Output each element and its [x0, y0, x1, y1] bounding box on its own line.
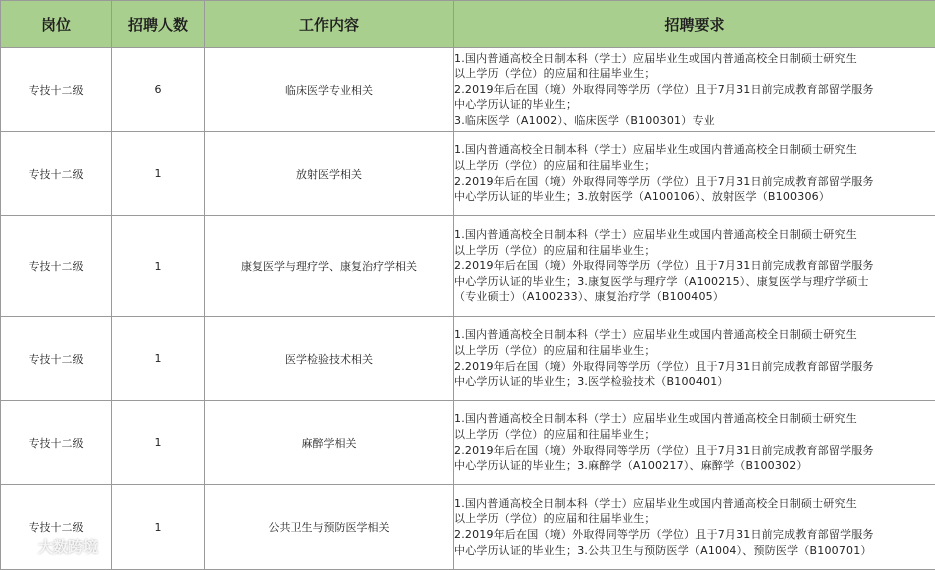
position-cell: 专技十二级	[1, 401, 112, 485]
requirements-cell	[454, 401, 935, 485]
requirement-line: 以上学历（学位）的应届和往届毕业生；	[454, 427, 935, 443]
table-row	[1, 132, 935, 216]
requirement-line: 1.国内普通高校全日制本科（学士）应届毕业生或国内普通高校全日制硕士研究生	[454, 411, 935, 427]
content-cell: 康复医学与理疗学、康复治疗学相关	[205, 216, 454, 317]
requirement-line: 中心学历认证的毕业生；	[454, 97, 935, 113]
content-cell: 医学检验技术相关	[205, 317, 454, 401]
position-cell: 专技十二级	[1, 317, 112, 401]
requirement-line: 2.2019年后在国（境）外取得同等学历（学位）且于7月31日前完成教育部留学服务	[454, 443, 935, 459]
requirement-line: 1.国内普通高校全日制本科（学士）应届毕业生或国内普通高校全日制硕士研究生	[454, 327, 935, 343]
position-cell: 专技十二级	[1, 48, 112, 132]
requirement-line: 以上学历（学位）的应届和往届毕业生；	[454, 66, 935, 82]
count-cell: 1	[112, 401, 205, 485]
watermark-text: 大数跨境	[38, 536, 98, 557]
requirement-line: 以上学历（学位）的应届和往届毕业生；	[454, 158, 935, 174]
requirements-cell	[454, 216, 935, 317]
requirement-line: 中心学历认证的毕业生；3.麻醉学（A100217）、麻醉学（B100302）	[454, 458, 935, 474]
position-cell: 专技十二级	[1, 216, 112, 317]
requirement-line: 以上学历（学位）的应届和往届毕业生；	[454, 343, 935, 359]
count-cell: 1	[112, 132, 205, 216]
requirement-line: 中心学历认证的毕业生；3.放射医学（A100106）、放射医学（B100306）	[454, 189, 935, 205]
requirements-cell	[454, 317, 935, 401]
requirement-line: 1.国内普通高校全日制本科（学士）应届毕业生或国内普通高校全日制硕士研究生	[454, 227, 935, 243]
requirement-line: 中心学历认证的毕业生；3.康复医学与理疗学（A100215）、康复医学与理疗学硕士	[454, 274, 935, 290]
requirement-line: 2.2019年后在国（境）外取得同等学历（学位）且于7月31日前完成教育部留学服务	[454, 174, 935, 190]
requirement-line: 2.2019年后在国（境）外取得同等学历（学位）且于7月31日前完成教育部留学服务	[454, 258, 935, 274]
requirements-cell	[454, 485, 935, 570]
requirement-line: 以上学历（学位）的应届和往届毕业生；	[454, 511, 935, 527]
position-cell: 专技十二级	[1, 485, 112, 570]
requirements-cell	[454, 132, 935, 216]
requirement-line: 2.2019年后在国（境）外取得同等学历（学位）且于7月31日前完成教育部留学服务	[454, 527, 935, 543]
table-header-row	[1, 1, 935, 48]
header-position: 岗位	[1, 1, 112, 48]
count-cell: 6	[112, 48, 205, 132]
content-cell: 临床医学专业相关	[205, 48, 454, 132]
requirement-line: 1.国内普通高校全日制本科（学士）应届毕业生或国内普通高校全日制硕士研究生	[454, 142, 935, 158]
header-content: 工作内容	[205, 1, 454, 48]
table-row	[1, 401, 935, 485]
table-row	[1, 317, 935, 401]
requirement-line: 2.2019年后在国（境）外取得同等学历（学位）且于7月31日前完成教育部留学服务	[454, 359, 935, 375]
requirement-line: 1.国内普通高校全日制本科（学士）应届毕业生或国内普通高校全日制硕士研究生	[454, 496, 935, 512]
table-row	[1, 216, 935, 317]
brand-logo-icon	[8, 537, 34, 557]
requirement-line: 以上学历（学位）的应届和往届毕业生；	[454, 243, 935, 259]
content-cell: 公共卫生与预防医学相关	[205, 485, 454, 570]
header-requirements: 招聘要求	[454, 1, 935, 48]
count-cell: 1	[112, 485, 205, 570]
requirements-cell	[454, 48, 935, 132]
content-cell: 放射医学相关	[205, 132, 454, 216]
watermark	[8, 536, 98, 557]
table-row	[1, 48, 935, 132]
table-row	[1, 485, 935, 570]
header-count: 招聘人数	[112, 1, 205, 48]
requirement-line: 1.国内普通高校全日制本科（学士）应届毕业生或国内普通高校全日制硕士研究生	[454, 51, 935, 67]
requirement-line: 中心学历认证的毕业生；3.公共卫生与预防医学（A1004）、预防医学（B100701）	[454, 543, 935, 559]
requirement-line: 3.临床医学（A1002）、临床医学（B100301）专业	[454, 113, 935, 129]
requirement-line: 中心学历认证的毕业生；3.医学检验技术（B100401）	[454, 374, 935, 390]
count-cell: 1	[112, 317, 205, 401]
requirement-line: （专业硕士）（A100233）、康复治疗学（B100405）	[454, 289, 935, 305]
requirement-line: 2.2019年后在国（境）外取得同等学历（学位）且于7月31日前完成教育部留学服务	[454, 82, 935, 98]
content-cell: 麻醉学相关	[205, 401, 454, 485]
position-cell: 专技十二级	[1, 132, 112, 216]
count-cell: 1	[112, 216, 205, 317]
